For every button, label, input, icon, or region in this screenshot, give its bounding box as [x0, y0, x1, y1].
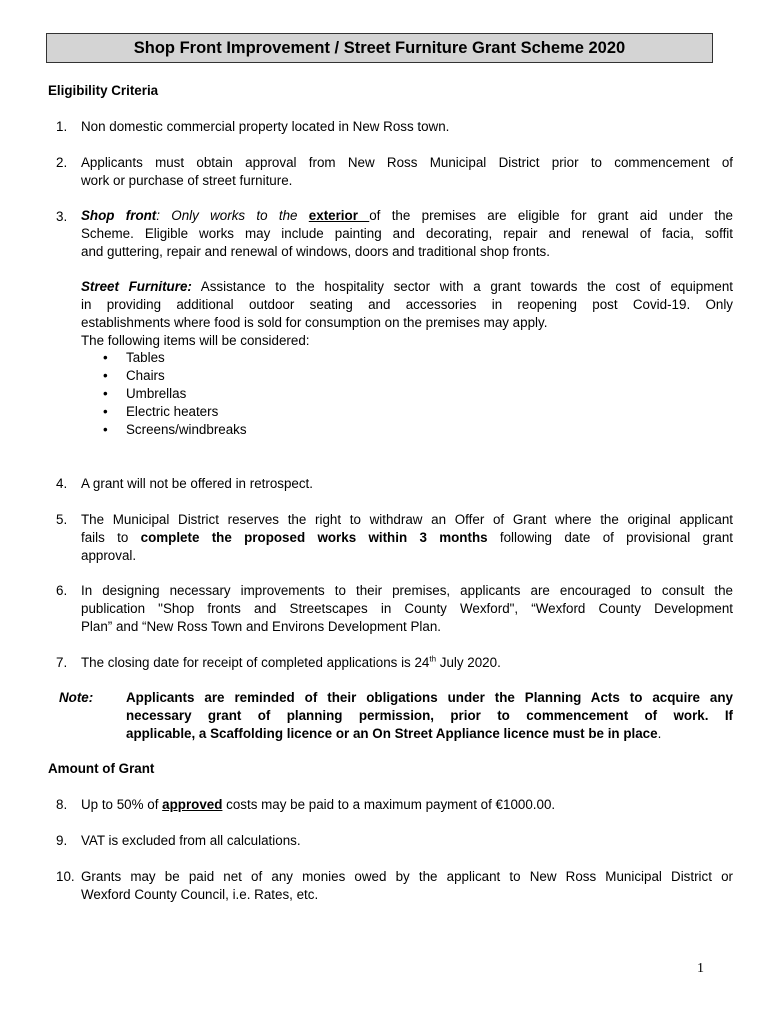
item-2-text: Applicants must obtain approval from New Ross Municipal District prior to commencement of work or purchase of street furniture.	[81, 155, 733, 188]
bullet-icon: •	[103, 404, 108, 419]
item-number: 2.	[56, 155, 68, 170]
note-label: Note:	[59, 690, 94, 705]
item-6-text: In designing necessary improvements to their premises, applicants are encouraged to consult the publication "Shop fronts and Streetscapes in County Wexford", “Wexford County Development Plan” and “New Ross Town and Environs Development Plan.	[81, 583, 733, 634]
list-item: Chairs	[126, 368, 165, 383]
item-3-shop-front-text: Shop front: Only works to the exterior of the premises are eligible for grant aid under the Scheme. Eligible works may include painting and decorating, repair and renewal of facia, soffit and guttering, repair and renewal of windows, doors and traditional shop fronts.	[81, 208, 733, 259]
item-number: 7.	[56, 655, 68, 670]
item-number: 4.	[56, 476, 68, 491]
exterior-emphasis: exterior	[308, 208, 370, 223]
approved-emphasis: approved	[162, 797, 223, 812]
item-number: 8.	[56, 797, 68, 812]
section-heading-eligibility: Eligibility Criteria	[48, 83, 159, 98]
item-7-text: The closing date for receipt of completed applications is 24th July 2020.	[81, 654, 501, 670]
bullet-icon: •	[103, 368, 108, 383]
item-8-text: Up to 50% of approved costs may be paid to a maximum payment of €1000.00.	[81, 797, 556, 812]
section-heading-amount: Amount of Grant	[48, 761, 155, 776]
bullet-icon: •	[103, 350, 108, 365]
page-title: Shop Front Improvement / Street Furniture Grant Scheme 2020	[46, 33, 713, 63]
note-text: Applicants are reminded of their obligations under the Planning Acts to acquire any necessary grant of planning permission, prior to commencement of work. If applicable, a Scaffolding licence or an On Street Appliance licence must be in place.	[126, 690, 733, 741]
item-10-text: Grants may be paid net of any monies owed by the applicant to New Ross Municipal District or Wexford County Council, i.e. Rates, etc.	[81, 869, 733, 902]
item-4-text: A grant will not be offered in retrospect.	[81, 476, 313, 491]
item-3-street-furniture-text: Street Furniture: Assistance to the hospitality sector with a grant towards the cost of equipment in providing additional outdoor seating and accessories in reopening post Covid-19. Only establishments where food is sold for consumption on the premises may apply. The following items will be considered:	[81, 279, 733, 348]
item-number: 3.	[56, 209, 68, 224]
item-number: 10.	[56, 869, 75, 884]
list-item: Screens/windbreaks	[126, 422, 247, 437]
list-item: Tables	[126, 350, 165, 365]
shop-front-label: Shop front	[81, 208, 157, 223]
street-furniture-label: Street Furniture:	[81, 279, 192, 294]
bullet-icon: •	[103, 422, 108, 437]
bullet-icon: •	[103, 386, 108, 401]
item-number: 9.	[56, 833, 68, 848]
list-item: Umbrellas	[126, 386, 187, 401]
item-5-text: The Municipal District reserves the right to withdraw an Offer of Grant where the original applicant fails to complete the proposed works within 3 months following date of provisional grant approval.	[81, 512, 734, 563]
page-number: 1	[697, 961, 704, 976]
item-number: 5.	[56, 512, 68, 527]
list-item: Electric heaters	[126, 404, 219, 419]
item-number: 1.	[56, 119, 68, 134]
item-number: 6.	[56, 583, 68, 598]
item-1-text: Non domestic commercial property located in New Ross town.	[81, 119, 450, 134]
item-9-text: VAT is excluded from all calculations.	[81, 833, 301, 848]
